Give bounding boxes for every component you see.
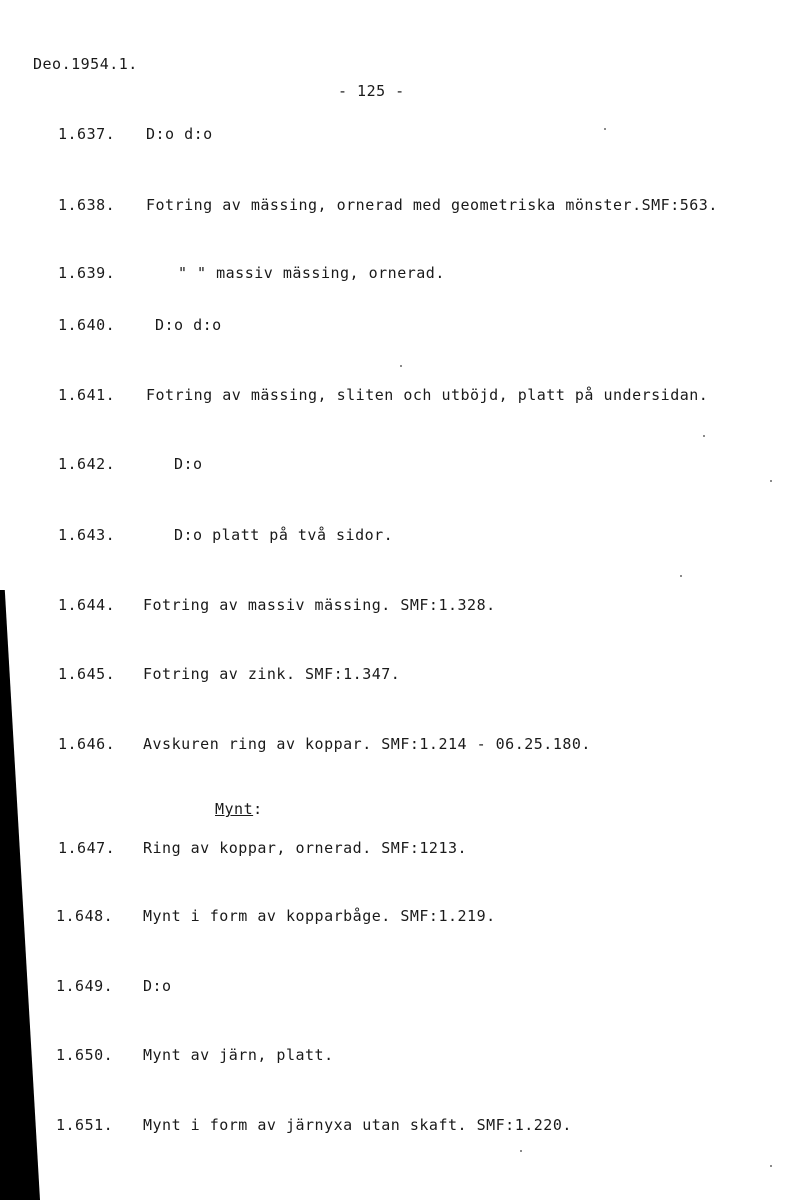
scan-binding-shadow bbox=[0, 590, 40, 1200]
item-description: D:o platt på två sidor. bbox=[174, 526, 394, 544]
item-number: 1.646. bbox=[58, 735, 116, 753]
scan-speck bbox=[770, 480, 772, 482]
item-number: 1.649. bbox=[56, 977, 114, 995]
item-description: Ring av koppar, ornerad. SMF:1213. bbox=[143, 839, 468, 857]
scan-speck bbox=[770, 1165, 772, 1167]
item-description: Fotring av massiv mässing. SMF:1.328. bbox=[143, 596, 496, 614]
item-number: 1.651. bbox=[56, 1116, 114, 1134]
item-description: Fotring av zink. SMF:1.347. bbox=[143, 665, 401, 683]
item-number: 1.638. bbox=[58, 196, 116, 214]
item-number: 1.643. bbox=[58, 526, 116, 544]
item-description: D:o bbox=[174, 455, 203, 473]
item-number: 1.647. bbox=[58, 839, 116, 857]
section-heading bbox=[215, 800, 263, 818]
item-description: D:o bbox=[143, 977, 172, 995]
scan-speck bbox=[680, 575, 682, 577]
scan-speck bbox=[703, 435, 705, 437]
item-number: 1.639. bbox=[58, 264, 116, 282]
item-number: 1.642. bbox=[58, 455, 116, 473]
section-heading-label: Mynt bbox=[215, 800, 254, 818]
page-number: - 125 - bbox=[338, 82, 405, 100]
item-number: 1.637. bbox=[58, 125, 116, 143]
document-reference: Deo.1954.1. bbox=[33, 55, 138, 73]
item-number: 1.644. bbox=[58, 596, 116, 614]
scan-speck bbox=[400, 365, 402, 367]
section-heading-colon: : bbox=[253, 800, 263, 818]
item-number: 1.650. bbox=[56, 1046, 114, 1064]
item-description: D:o d:o bbox=[146, 125, 213, 143]
item-description: Mynt i form av järnyxa utan skaft. SMF:1.220. bbox=[143, 1116, 572, 1134]
scan-speck bbox=[604, 128, 606, 130]
item-number: 1.645. bbox=[58, 665, 116, 683]
item-number: 1.648. bbox=[56, 907, 114, 925]
item-description: Fotring av mässing, sliten och utböjd, platt på undersidan. bbox=[146, 386, 709, 404]
item-description: Mynt i form av kopparbåge. SMF:1.219. bbox=[143, 907, 496, 925]
item-description: " " massiv mässing, ornerad. bbox=[178, 264, 445, 282]
item-description: Fotring av mässing, ornerad med geometriska mönster.SMF:563. bbox=[146, 196, 718, 214]
item-description: Avskuren ring av koppar. SMF:1.214 - 06.25.180. bbox=[143, 735, 591, 753]
item-number: 1.640. bbox=[58, 316, 116, 334]
item-description: D:o d:o bbox=[155, 316, 222, 334]
item-number: 1.641. bbox=[58, 386, 116, 404]
item-description: Mynt av järn, platt. bbox=[143, 1046, 334, 1064]
scan-speck bbox=[520, 1150, 522, 1152]
